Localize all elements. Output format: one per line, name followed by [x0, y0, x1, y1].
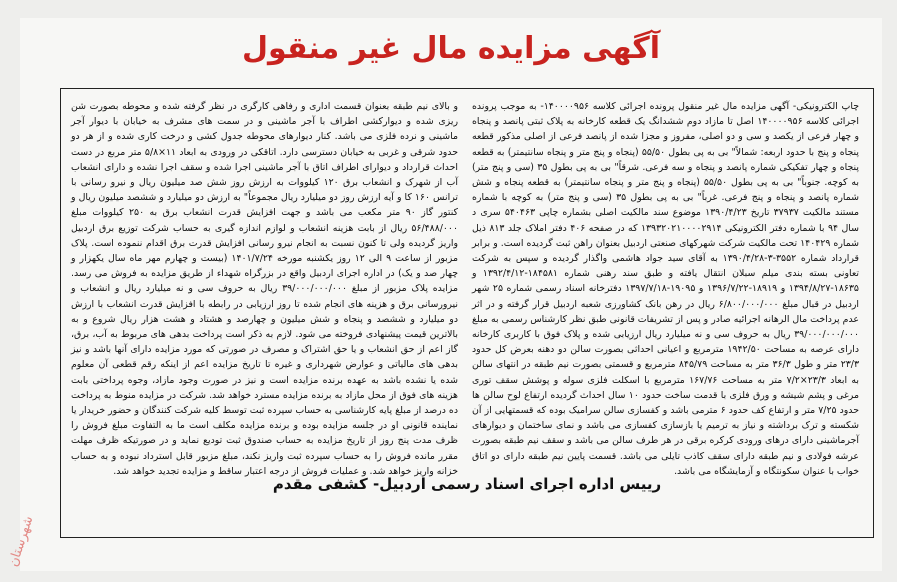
notice-signature: رییس اداره اجرای اسناد رسمی اردبیل- کشفی مقدم [272, 475, 662, 493]
notice-column-left: و بالای نیم طبقه بعنوان قسمت اداری و رفاهی کارگری در نظر گرفته شده و محوطه بصورت شن ریزی شده و دیوارکشی اطراف با آجر ماشینی و در سمت های مشرف به خیابان با دیوار آجر ماشینی و نرده فلزی می باشد. کنار دیوارهای محوطه جدول کشی و درخت کاری شده و از هر دو حدود شرقی و غربی به خیابان دسترسی دارد. اتاقکی در ورودی به ابعاد ۱۱×۵/۸ متر مربع در دست احداث قرارداد و دیوارای اطراف اتاق با آجر ماشینی اجرا شده و سقف اجرا نشده و دارای انشعاب آب از شهرک و انشعاب برق ۱۲۰ کیلووات به ارزش روز شش صد میلیون ریال و نیرو رسانی با ترانس ۱۶۰ کا و آیه ارزش روز دو میلیارد ریال مجموعاً" به ارزش دو میلیارد و ششصد میلیون ریال و کنتور گاز ۹۰ متر مکعب می باشد و جهت افزایش قدرت انشعاب برق به ۲۵۰ کیلووات مبلغ ۵۶/۴۸۸/۰۰۰ ریال از بابت هزینه انشعاب و لوازم اندازه گیری به حساب شرکت توزیع برق اردبیل واریز گردیده ولی تا کنون نسبت به انجام نیرو رسانی افزایش قدرت برق اقدام ننموده است. پلاک مزبور از ساعت ۹ الی ۱۲ روز یکشنبه مورخه ۱۴۰۱/۷/۲۴ (بیست و چهارم مهر ماه سال یکهزار و چهار صد و یک) در اداره اجرای اردبیل واقع در بزرگراه شهداء از طریق مزایده به فروش می رسد. مزایده پلاک مزبور از مبلغ ۳۹/۰۰۰/۰۰۰/۰۰۰ ریال به حروف سی و نه میلیارد ریال و انشعاب و نیرورسانی برق و هزینه های انجام شده تا روز ارزیابی در رابطه با افزایش قدرت انشعاب با ارزش دو میلیارد و ششصد و پنجاه و شش میلیون و چهارصد و هشتاد و هشت هزار ریال شروع و به بالاترین قیمت پیشنهادی فروخته می شود. لازم به ذکر است پرداخت بدهی های مربوط به آب، برق، گاز اعم از حق انشعاب و یا حق اشتراک و مصرف در صورتی که مورد مزایده دارای آنها باشد و نیز بدهی های مالیاتی و عوارض شهرداری و غیره تا تاریخ مزایده اعم از اینکه رقم قطعی آن معلوم شده یا نشده باشد به عهده برنده مزایده است و نیز در صورت وجود مازاد، وجوه پرداختی بابت هزینه های فوق از محل مازاد به برنده مزایده مسترد خواهد شد. شرکت در مزایده منوط به پرداخت ده درصد از مبلغ پایه کارشناسی به حساب سپرده ثبت توسط کلیه شرکت کنندگان و حضور خریدار یا نماینده قانونی او در جلسه مزایده بوده و برنده مزایده مکلف است ما به التفاوت مبلغ فروش را ظرف مدت پنج روز از تاریخ مزایده به حساب صندوق ثبت تودیع نماید و در صورتیکه ظرف مهلت مقرر مانده فروش را به حساب سپرده ثبت واریز نکند، مبلغ مزبور قابل استرداد نبوده و به حساب خزانه واریز خواهد شد. و عملیات فروش از درجه اعتبار ساقط و مزایده تجدید خواهد شد. [71, 101, 458, 477]
notice-title: آگهی مزایده مال غیر منقول [241, 31, 660, 66]
notice-column-right: چاپ الکترونیکی- آگهی مزایده مال غیر منقول پرونده اجرائی کلاسه ۱۴۰۰۰۰۹۵۶- به موجب پرونده اجرائی کلاسه ۱۴۰۰۰۰۹۵۶ اصل تا مازاد دوم ششدانگ یک قطعه کارخانه به پلاک ثبتی پانصد و پنجاه و چهار فرعی از یکصد و سی و دو اصلی، مفروز و مجزا شده از پانصد فرعی از اصلی مذکور قطعه پنجاه و پنج با حدود اربعه: شمالاً" بی به پی بطول ۵۵/۵۰ (پنجاه و پنج متر و پنجاه سانتیمتر) به قطعه پنجاه و چهار تفکیکی شماره پانصد و پنجاه و سه فرعی. شرقاً" بی به پی بطول ۳۵ (سی و پنج متر) به کوچه. جنوباً" بی به پی بطول ۵۵/۵۰ (پنجاه و پنج متر و پنجاه سانتیمتر) به قطعه پنجاه و شش شماره پانصد و پنجاه و پنج فرعی. غرباً" بی به پی بطول ۳۵ (سی و پنج متر) به کوچه با شماره مستند مالکیت ۳۷۹۳۷ تاریخ ۱۳۹۰/۴/۲۳ موضوع سند مالکیت اصلی بشماره چاپی ۵۴۰۴۶۳ سری د سال ۹۴ با شماره دفتر الکترونیکی ۱۳۹۳۲۰۲۱۰۰۰۰۲۹۱۴ که در صفحه ۴۰۶ دفتر املاک جلد ۸۱۳ ذیل شماره ۱۴۰۴۲۹ تحت مالکیت شرکت شهرکهای صنعتی اردبیل بعنوان راهن ثبت گردیده است. و برابر قرارداد شماره ۳۵۵۲-۳-۱۳۹۰/۴/۲۸ به آقای سید جواد هاشمی واگذار گردیده و سپس به شرکت تعاونی بسته بندی میلم سبلان انتقال یافته و طبق سند رهنی شماره ۱۸۴۵۸۱-۱۳۹۲/۴/۱۲ و ۱۸۶۳۵-۱۳۹۴/۸/۲۷ و ۱۸۹۱۹-۱۳۹۶/۷/۲۲ و ۱۹۰۹۵-۱۳۹۷/۷/۱۸ دفترخانه اسناد رسمی شماره ۲۵ شهر اردبیل در قبال مبلغ ۶/۸۰۰/۰۰۰/۰۰۰ ریال در رهن بانک کشاورزی شعبه اردبیل قرار گرفته و در اثر عدم پرداخت مال الرهانه اجرائیه صادر و پس از تشریفات قانونی طبق نظر کارشناس رسمی به مبلغ ۳۹/۰۰۰/۰۰۰/۰۰۰ ریال به حروف سی و نه میلیارد ریال ارزیابی شده و پلاک فوق با کاربری کارخانه دارای عرصه به مساحت ۱۹۴۲/۵۰ مترمربع و اعیانی احداثی بصورت سالن دو دهنه بعرض کل حدود ۲۳/۳ متر و طول ۳۶/۳ متر به مساحت ۸۴۵/۷۹ مترمربع و قسمتی بصورت نیم طبقه در انتهای سالن به ابعاد ۲۳/۳×۷/۲ متر به مساحت ۱۶۷/۷۶ مترمربع با اسکلت فلزی سوله و پوشش سقف توری مرغی و پشم شیشه و ورق فلزی با قدمت ساخت حدود ۱۰ سال احداث گردیده ارتفاع لوح سالن ها حدود ۷/۲۵ متر و ارتفاع کف حدود ۶ مترمی باشد و کفسازی سالن سرامیک بوده که قسمتهایی از آن شکسته و ترک برداشته و نیاز به ترمیم یا بازسازی کفسازی می باشد و نمای ساختمان و دیوارهای آجرماشینی دارای درهای ورودی کرکره برقی در هر طرف سالن می باشد و سقف نیم طبقه بصورت عرشه فولادی و نیم طبقه دارای سقف کاذب تایلی می باشد. قسمت پایین نیم طبقه دارای دو اتاق خواب با عنوان سکونتگاه و آزمایشگاه می باشد. [472, 101, 860, 477]
notice-frame [60, 88, 874, 538]
stamp-text: شهرستان [6, 514, 37, 569]
red-stamp-mark [0, 468, 38, 578]
notice-page [20, 18, 882, 571]
